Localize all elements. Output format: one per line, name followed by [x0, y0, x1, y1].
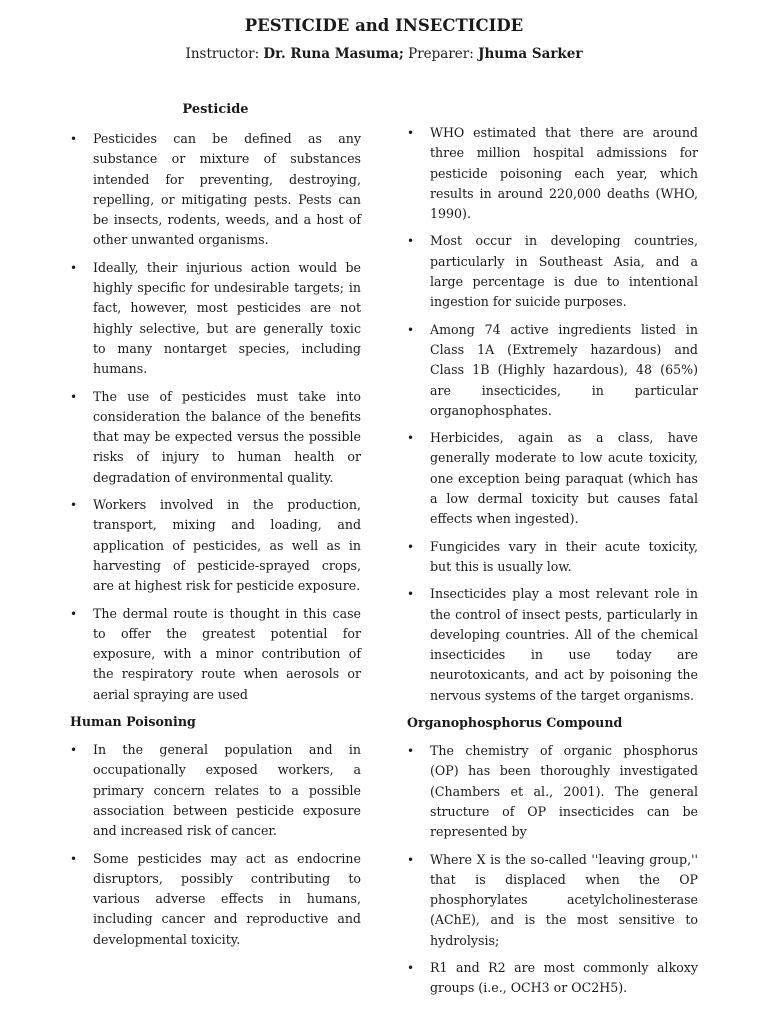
- list-item: [407, 123, 698, 224]
- document-subtitle: [0, 46, 768, 62]
- bullet-icon: •: [70, 132, 78, 146]
- preparer-name: Jhuma Sarker: [478, 46, 583, 62]
- list-item: [70, 387, 361, 488]
- list-item-text: Some pesticides may act as endocrine disruptors, possibly contributing to various adverse effects in humans, including cancer and reproductive and developmental toxicity.: [93, 850, 361, 947]
- bullet-icon: •: [70, 389, 78, 404]
- bullet-icon: •: [70, 260, 78, 275]
- bullet-icon: •: [407, 960, 415, 975]
- human-poisoning-list: [70, 740, 361, 950]
- list-item-text: In the general population and in occupationally exposed workers, a primary concern relates to a possible association between pesticide exposure and increased risk of cancer.: [93, 742, 361, 839]
- list-item-text: Fungicides vary in their acute toxicity, but this is usually low.: [430, 538, 698, 574]
- bullet-icon: •: [70, 743, 78, 758]
- list-item: [70, 495, 361, 596]
- list-item-text: The use of pesticides must take into consideration the balance of the benefits that may be expected versus the possible risks of injury to human health or degradation of environmental quality.: [93, 388, 361, 485]
- list-item-text: Insecticides play a most relevant role in the control of insect pests, particularly in developing countries. All of the chemical insecticides in use today are neurotoxicants, and act by poisoning the nervous systems of the target organisms.: [430, 586, 698, 703]
- section-heading-pesticide: Pesticide: [182, 102, 249, 117]
- bullet-icon: •: [407, 234, 415, 249]
- list-item-text: Pesticides can be defined as any substance or mixture of substances intended for preventing, destroying, repelling, or mitigating pests. Pests can be insects, rodents, weeds, and a host of other unwanted organisms.: [93, 131, 361, 248]
- list-item-text: WHO estimated that there are around three million hospital admissions for pesticide poisoning each year, which results in around 220,000 deaths (WHO, 1990).: [430, 125, 698, 222]
- bullet-icon: •: [70, 851, 78, 866]
- list-item: [407, 741, 698, 842]
- bullet-icon: •: [407, 126, 415, 140]
- poisoning-facts-list: [407, 123, 698, 706]
- list-item-text: Ideally, their injurious action would be highly specific for undesirable targets; in fact, however, most pesticides are not highly selective, but are generally toxic to many nontarget species, including humans.: [93, 259, 361, 377]
- list-item-text: Among 74 active ingredients listed in Class 1A (Extremely hazardous) and Class 1B (Highly hazardous), 48 (65%) are insecticides, in particular organophosphates.: [430, 321, 698, 418]
- list-item-text: Herbicides, again as a class, have generally moderate to low acute toxicity, one exception being paraquat (which has a low dermal toxicity but causes fatal effects when ingested).: [430, 430, 698, 527]
- organophosphorus-list: [407, 741, 698, 999]
- list-item-text: Most occur in developing countries, particularly in Southeast Asia, and a large percentage is due to intentional ingestion for suicide purposes.: [430, 233, 698, 310]
- document-title: PESTICIDE and INSECTICIDE: [244, 16, 524, 35]
- bullet-icon: •: [407, 852, 415, 867]
- left-column: [70, 100, 361, 957]
- bullet-icon: •: [407, 744, 415, 759]
- bullet-icon: •: [407, 539, 415, 554]
- section-heading-human-poisoning: Human Poisoning: [70, 714, 196, 730]
- instructor-label: Instructor:: [185, 46, 264, 62]
- list-item: [70, 604, 361, 705]
- bullet-icon: •: [407, 587, 415, 602]
- list-item: [407, 958, 698, 999]
- list-item: [407, 428, 698, 529]
- bullet-icon: •: [407, 431, 415, 446]
- list-item: [70, 740, 361, 841]
- pesticide-list: [70, 129, 361, 705]
- list-item: [407, 231, 698, 312]
- list-item: [407, 584, 698, 706]
- bullet-icon: •: [407, 322, 415, 337]
- list-item: [70, 258, 361, 380]
- preparer-label: Preparer:: [403, 46, 479, 62]
- list-item: [407, 850, 698, 951]
- instructor-name: Dr. Runa Masuma;: [263, 46, 404, 62]
- list-item: [70, 849, 361, 950]
- bullet-icon: •: [70, 606, 78, 621]
- list-item-text: Workers involved in the production, transport, mixing and loading, and application of pesticides, as well as in harvesting of pesticide-sprayed crops, are at highest risk for pesticide exposure.: [93, 497, 361, 594]
- section-heading-organophosphorus: Organophosphorus Compound: [407, 715, 623, 731]
- list-item-text: Where X is the so-called ''leaving group,'' that is displaced when the OP phosphorylates acetylcholinesterase (AChE), and is the most sensitive to hydrolysis;: [430, 851, 698, 948]
- list-item-text: The dermal route is thought in this case to offer the greatest potential for exposure, with a minor contribution of the respiratory route when aerosols or aerial spraying are used: [93, 605, 361, 702]
- right-column: [407, 123, 698, 1006]
- list-item-text: The chemistry of organic phosphorus (OP) has been thoroughly investigated (Chambers et al., 2001). The general structure of OP insecticides can be represented by: [430, 743, 698, 840]
- bullet-icon: •: [70, 498, 78, 513]
- list-item: [407, 320, 698, 421]
- list-item-text: R1 and R2 are most commonly alkoxy groups (i.e., OCH3 or OC2H5).: [430, 959, 698, 996]
- list-item: [407, 537, 698, 578]
- list-item: [70, 129, 361, 251]
